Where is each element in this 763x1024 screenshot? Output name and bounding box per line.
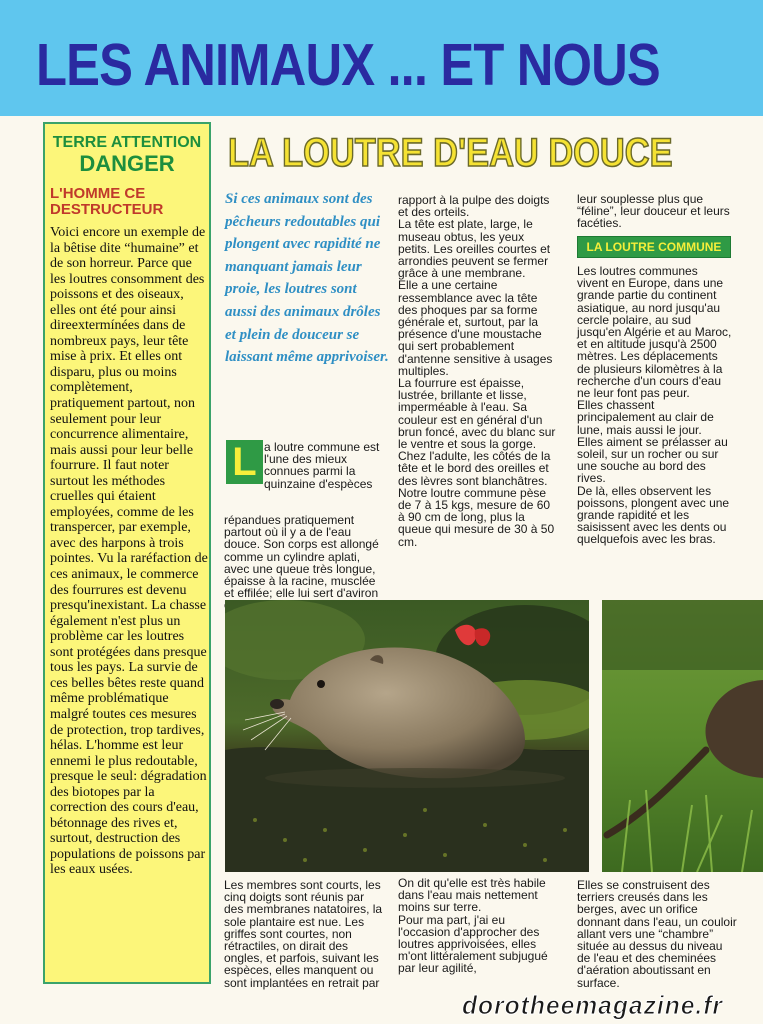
otter-on-grass-photo xyxy=(602,600,763,872)
otter-in-water-photo xyxy=(225,600,589,872)
article-column-4-text: Les loutres communes vivent en Europe, dans une grande partie du continent asiatique, au nord jusqu'au cercle polaire, au sud jusqu'en Algérie et au Maroc, et en altitude jusqu'à 2500 mètres. Les déplacements de plusieurs kilomètres à la recherche d'un cours d'eau ne leur font pas peur. Elles chassent principalement au clair de lune, mais aussi le jour. Elles aiment se prélasser au soleil, sur un rocher ou sur une souche au bord des rives. De là, elles observent les poissons, plongent avec une grande rapidité et les saisissent avec les dents ou quelquefois avec les bras. xyxy=(577,264,732,547)
article-column-2-text: répandues pratiquement partout où il y a de l'eau douce. Son corps est allongé comme un cylindre aplati, avec une queue très longue, épaisse à la racine, musclée et effilée; elle lui sert d'aviron xyxy=(224,513,379,601)
drop-cap-box xyxy=(226,440,263,484)
sidebar-heading: L'HOMME CE DESTRUCTEUR xyxy=(50,185,164,218)
bottom-column-2-text: On dit qu'elle est très habile dans l'eau mais nettement moins sur terre. Pour ma part, j'ai eu l'occasion d'approcher des loutres apprivoisées, elles m'ont littéralement subjugué par leur agilité, xyxy=(398,876,548,976)
article-column-3-text: rapport à la pulpe des doigts et des orteils. La tête est plate, large, le museau obtus, les yeux petits. Les oreilles courtes et arrondies peuvent se fermer grâce à une membrane. Elle a une certaine ressemblance avec la tête des phoques par sa forme générale et, surtout, par la présence d'une moustache qui sert probablement d'antenne sensitive à usages multiples. La fourrure est épaisse, lustrée, brillante et lisse, imperméable à l'eau. Sa couleur est en général d'un brun foncé, avec du blanc sur le ventre et sous la gorge. Chez l'adulte, les côtés de la tête et le bord des oreilles et des lèvres sont blanchâtres. Notre loutre commune pèse de 7 à 15 kgs, mesure de 60 à 90 cm de long, plus la queue qui mesure de 30 à 50 cm. xyxy=(398,193,556,549)
sidebar-kicker-line2: DANGER xyxy=(79,151,175,176)
subheading-badge: LA LOUTRE COMMUNE xyxy=(577,236,731,258)
page-title: LES ANIMAUX ... ET NOUS xyxy=(36,32,660,98)
bottom-column-1-text: Les membres sont courts, les cinq doigts sont réunis par des membranes natatoires, la sole plantaire est nue. Les griffes sont courtes, non rétractiles, on dirait des ongles, et parfois, suivant les espèces, elles manquent ou sont implantées en retrait par xyxy=(224,878,383,990)
drop-cap-letter: L xyxy=(232,440,257,484)
sidebar-box xyxy=(43,122,211,984)
article-title: LA LOUTRE D'EAU DOUCE xyxy=(228,131,673,175)
bottom-column-3-text: Elles se construisent des terriers creusés dans les berges, avec un orifice donnant dans l'eau, un couloir allant vers une “chambre” située au dessus du niveau de l'eau et des cheminées d'aération aboutissant en surface. xyxy=(577,878,737,990)
sidebar-kicker-line1: TERRE ATTENTION xyxy=(52,134,202,151)
sidebar-body-text: Voici encore un exemple de la bêtise dite “humaine” et de son horreur. Parce que les loutres consomment des poissons et des oiseaux, elles ont été pour ainsi direextermínées dans de nombreux pays, leur tête mise à prix. Et elles ont disparu, plus ou moins complètement, pratiquement partout, non seulement pour leur concurrence alimentaire, mais aussi pour leur belle fourrure. Il faut noter surtout les méthodes cruelles qui étaient employées, comme de les transpercer, par exemple, avec des harpons à trois pointes. Vu la raréfaction de ces animaux, le commerce des fourrures est devenu presqu'inexistant. La chasse également n'est plus un problème car les loutres sont protégées dans presque tous les pays. La survie de ces belles bêtes reste quand même problématique malgré toutes ces mesures de protection, trop tardives, hélas. L'homme est leur ennemi le plus redoutable, presque le seul: dégradation des biotopes par la correction des cours d'eau, bétonnage des rives et, surtout, destruction des populations de poissons par les eaux usées. xyxy=(50,225,208,878)
article-intro: Si ces animaux sont des pêcheurs redoutables qui plongent avec rapidité ne manquant jamais leur proie, les loutres sont aussi des animaux drôles et plein de douceur se laissant même apprivoiser. xyxy=(225,191,389,366)
article-column-2-top: a loutre commune est l'une des mieux connues parmi la quinzaine d'espèces xyxy=(264,440,380,491)
site-watermark: dorotheemagazine.fr xyxy=(462,990,723,1020)
header-banner xyxy=(0,0,763,116)
article-column-4-top: leur souplesse plus que “féline”, leur douceur et leurs facéties. xyxy=(577,192,730,231)
